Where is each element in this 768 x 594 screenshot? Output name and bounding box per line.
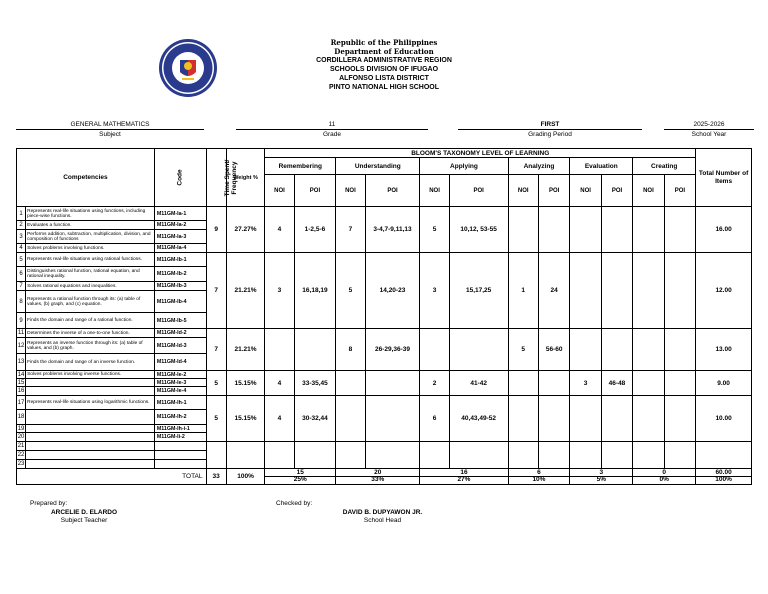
- row-number: 18: [17, 410, 26, 425]
- row-number: 22: [17, 452, 25, 458]
- row-number: 21: [17, 443, 25, 449]
- creating-poi: [664, 207, 696, 253]
- checked-by-block: [276, 500, 312, 508]
- total-evaluation-pct: 5%: [570, 476, 632, 483]
- competency-text: Represents real-life situations using functions, including piece-wise functions.: [26, 207, 155, 221]
- applying-poi: [449, 329, 508, 371]
- competency-text: Finds the domain and range of an inverse function.: [26, 354, 155, 371]
- prepared-by-label: Prepared by:: [30, 500, 68, 507]
- poi-header: POI: [365, 175, 420, 207]
- weight-header: Weight %: [226, 149, 265, 207]
- level-applying: Applying: [420, 158, 508, 175]
- evaluation-poi: [601, 207, 632, 253]
- evaluation-noi: 3: [570, 371, 601, 396]
- time-spent: 7: [206, 329, 226, 371]
- applying-noi: [420, 329, 449, 371]
- evaluation-poi: [601, 329, 632, 371]
- understanding-poi: [365, 396, 420, 442]
- time-spent-header: Time Spent/ Frequency: [206, 149, 226, 207]
- total-weight: 100%: [226, 469, 265, 485]
- weight: 27.27%: [226, 207, 265, 253]
- analyzing-noi: [508, 371, 538, 396]
- applying-noi: 3: [420, 253, 449, 329]
- remembering-poi: 30-32,44: [294, 396, 336, 442]
- level-analyzing: Analyzing: [508, 158, 570, 175]
- remembering-noi: 3: [265, 253, 294, 329]
- competency-text: Evaluates a function.: [26, 221, 155, 230]
- table-of-specifications: [16, 148, 752, 485]
- competencies-header: Competencies: [17, 149, 155, 207]
- competency-code: M11GM-Ib-1: [154, 253, 206, 267]
- remembering-poi: 16,18,19: [294, 253, 336, 329]
- poi-header: POI: [664, 175, 696, 207]
- creating-poi: [664, 329, 696, 371]
- competency-text: [26, 410, 155, 425]
- competency-text: Solves problems involving functions.: [26, 244, 155, 253]
- total-creating-noi: 0: [662, 469, 666, 476]
- row-number: 6: [17, 267, 26, 282]
- row-number: 5: [17, 253, 26, 267]
- total-items-sum: [696, 469, 752, 485]
- understanding-noi: 8: [336, 329, 365, 371]
- applying-poi: 40,43,49-52: [449, 396, 508, 442]
- creating-noi: [633, 207, 664, 253]
- analyzing-poi: [538, 207, 569, 253]
- analyzing-noi: 5: [508, 329, 538, 371]
- total-remembering: [265, 469, 336, 485]
- competency-text: [26, 451, 155, 460]
- analyzing-noi: [508, 396, 538, 442]
- prepared-by-name: ARCELIE D. ELARDO: [50, 509, 118, 516]
- analyzing-poi: 56-60: [538, 329, 569, 371]
- row-number: 17: [17, 396, 26, 410]
- level-remembering: Remembering: [265, 158, 336, 175]
- row-number: 12: [17, 338, 26, 354]
- row-number: 11: [17, 330, 25, 336]
- competency-text: Solves rational equations and inequalities.: [26, 282, 155, 291]
- competency-code: M11GM-Ih-1: [154, 396, 206, 410]
- total-applying-pct: 27%: [420, 476, 507, 483]
- grading-period-value: FIRST: [458, 120, 642, 130]
- deped-seal-logo: [158, 38, 218, 98]
- checked-by-label: Checked by:: [276, 500, 313, 507]
- prepared-by-block: [30, 500, 67, 508]
- competency-code: M11GM-Ib-4: [154, 291, 206, 313]
- total-creating-pct: 0%: [633, 476, 695, 483]
- header-division: SCHOOLS DIVISION OF IFUGAO: [329, 66, 439, 73]
- applying-noi: 2: [420, 371, 449, 396]
- competency-text: Finds the domain and range of a rational function.: [26, 313, 155, 329]
- letterhead: [250, 38, 518, 92]
- total-time: 33: [206, 469, 226, 485]
- creating-poi: [664, 396, 696, 442]
- row-number: 19: [17, 425, 25, 432]
- time-spent: 9: [206, 207, 226, 253]
- row-number: 4: [17, 244, 26, 253]
- competency-code: M11GM-Ia-3: [154, 230, 206, 244]
- evaluation-noi: [570, 207, 601, 253]
- creating-poi: [664, 253, 696, 329]
- header-district: ALFONSO LISTA DISTRICT: [339, 75, 429, 82]
- analyzing-poi: [538, 371, 569, 396]
- applying-poi: 41-42: [449, 371, 508, 396]
- remembering-poi: 33-35,45: [294, 371, 336, 396]
- competency-code: [154, 460, 206, 469]
- time-spent: 5: [206, 396, 226, 442]
- row-number: 9: [17, 313, 26, 329]
- competency-code: [154, 451, 206, 460]
- total-items-value: 60.00: [715, 469, 732, 476]
- time-spent: 7: [206, 253, 226, 329]
- table-row: [17, 329, 752, 338]
- header-region: CORDILLERA ADMINISTRATIVE REGION: [316, 57, 452, 64]
- evaluation-poi: [601, 253, 632, 329]
- checked-by-role: School Head: [363, 517, 402, 524]
- total-analyzing-pct: 10%: [509, 476, 570, 483]
- total-evaluation: [570, 469, 633, 485]
- total-applying: [420, 469, 508, 485]
- understanding-noi: 7: [336, 207, 365, 253]
- competency-text: Represents real-life situations using rational functions.: [26, 253, 155, 267]
- analyzing-noi: 1: [508, 253, 538, 329]
- row-number: 13: [17, 354, 26, 371]
- creating-poi: [664, 371, 696, 396]
- total-understanding: [336, 469, 420, 485]
- remembering-noi: 4: [265, 396, 294, 442]
- prepared-by-role: Subject Teacher: [60, 517, 108, 524]
- total-understanding-noi: 20: [374, 469, 382, 476]
- remembering-poi: [294, 329, 336, 371]
- grade-field: [236, 120, 428, 139]
- level-understanding: Understanding: [336, 158, 420, 175]
- row-number: 15: [17, 379, 25, 386]
- remembering-noi: 4: [265, 371, 294, 396]
- applying-noi: 6: [420, 396, 449, 442]
- competency-code: M11GM-Ib-2: [154, 267, 206, 282]
- understanding-poi: 3-4,7-9,11,13: [365, 207, 420, 253]
- competency-text: [26, 442, 155, 451]
- evaluation-noi: [570, 329, 601, 371]
- row-number: 16: [17, 388, 25, 394]
- total-remembering-pct: 25%: [265, 476, 335, 483]
- poi-header: POI: [538, 175, 569, 207]
- table-row: [17, 442, 752, 451]
- time-spent: 5: [206, 371, 226, 396]
- table-row: [17, 253, 752, 267]
- remembering-noi: 4: [265, 207, 294, 253]
- analyzing-poi: 24: [538, 253, 569, 329]
- competency-code: M11GM-Ie-2: [154, 371, 206, 379]
- competency-code: M11GM-Ii-2: [154, 433, 206, 442]
- total-items-pct: 100%: [696, 476, 751, 483]
- level-creating: Creating: [633, 158, 696, 175]
- applying-poi: 10,12, 53-55: [449, 207, 508, 253]
- noi-header: NOI: [336, 175, 365, 207]
- weight: 21.21%: [226, 329, 265, 371]
- total-creating: [633, 469, 696, 485]
- competency-text: Represents real-life situations using logarithmic functions.: [26, 396, 155, 410]
- noi-header: NOI: [265, 175, 294, 207]
- total-analyzing: [508, 469, 570, 485]
- competency-code: [154, 442, 206, 451]
- row-number: 20: [17, 434, 25, 440]
- noi-header: NOI: [508, 175, 538, 207]
- weight: 15.15%: [226, 396, 265, 442]
- poi-header: POI: [449, 175, 508, 207]
- creating-noi: [633, 253, 664, 329]
- competency-code: M11GM-Ie-4: [154, 387, 206, 396]
- total-items: 16.00: [696, 207, 752, 253]
- understanding-noi: [336, 371, 365, 396]
- school-year-field: [664, 120, 754, 139]
- competency-code: M11GM-Ib-3: [154, 282, 206, 291]
- competency-text: [26, 433, 155, 442]
- table-row: [17, 371, 752, 379]
- checked-by-name: DAVID B. DUPYAWON JR.: [342, 509, 423, 516]
- totals-row: [17, 469, 752, 485]
- competency-code: M11GM-Ia-1: [154, 207, 206, 221]
- subject-label: Subject: [99, 131, 121, 138]
- table-row: [17, 207, 752, 221]
- header-republic: Republic of the Philippines: [330, 38, 438, 47]
- total-items: 9.00: [696, 371, 752, 396]
- evaluation-poi: [601, 396, 632, 442]
- total-understanding-pct: 33%: [336, 476, 419, 483]
- competency-code: M11GM-Ih-2: [154, 410, 206, 425]
- understanding-noi: [336, 396, 365, 442]
- total-evaluation-noi: 3: [599, 469, 604, 476]
- evaluation-poi: 46-48: [601, 371, 632, 396]
- total-items: 12.00: [696, 253, 752, 329]
- competency-code: M11GM-Ie-3: [154, 379, 206, 387]
- total-analyzing-noi: 6: [537, 469, 541, 476]
- competency-text: [26, 425, 155, 433]
- total-label: TOTAL: [17, 469, 207, 485]
- total-items: 13.00: [696, 329, 752, 371]
- school-year-value: 2025-2026: [664, 120, 754, 130]
- analyzing-noi: [508, 207, 538, 253]
- competency-text: Solves problems involving inverse functions.: [26, 371, 155, 379]
- competency-text: [26, 460, 155, 469]
- understanding-poi: 26-29,36-39: [365, 329, 420, 371]
- understanding-poi: 14,20-23: [365, 253, 420, 329]
- competency-text: Represents a rational function through its: (a) table of values, (b) graph, and (c) equation.: [26, 291, 155, 313]
- creating-noi: [633, 371, 664, 396]
- total-applying-noi: 16: [460, 469, 468, 476]
- competency-text: Determines the inverse of a one-to-one function.: [26, 329, 155, 338]
- row-number: 23: [17, 461, 25, 467]
- weight: 15.15%: [226, 371, 265, 396]
- competency-text: [26, 379, 155, 387]
- weight: 21.21%: [226, 253, 265, 329]
- grade-label: Grade: [322, 131, 342, 138]
- understanding-noi: 5: [336, 253, 365, 329]
- header-school: PINTO NATIONAL HIGH SCHOOL: [328, 84, 440, 91]
- remembering-poi: 1-2,5-6: [294, 207, 336, 253]
- table-row: [17, 396, 752, 410]
- competency-text: [26, 387, 155, 396]
- checked-by-signature: [325, 509, 440, 525]
- competency-code: M11GM-Ia-2: [154, 221, 206, 230]
- competency-code: M11GM-Id-4: [154, 354, 206, 371]
- subject-field: [16, 120, 204, 139]
- competency-text: Performs addition, subtraction, multiplication, division, and composition of functions: [26, 230, 155, 244]
- competency-code: M11GM-Ia-4: [154, 244, 206, 253]
- bloom-title: BLOOM'S TAXONOMY LEVEL OF LEARNING: [265, 149, 696, 158]
- noi-header: NOI: [570, 175, 601, 207]
- subject-value: GENERAL MATHEMATICS: [16, 120, 204, 130]
- applying-noi: 5: [420, 207, 449, 253]
- row-number: 7: [17, 282, 26, 291]
- header-department: Department of Education: [334, 47, 434, 56]
- row-number: 1: [17, 207, 26, 221]
- competency-code: M11GM-Ib-5: [154, 313, 206, 329]
- code-header: Code: [154, 149, 206, 207]
- analyzing-poi: [538, 396, 569, 442]
- level-evaluation: Evaluation: [570, 158, 633, 175]
- noi-header: NOI: [420, 175, 449, 207]
- competency-text: Represents an inverse function through its: (a) table of values, and (b) graph.: [26, 338, 155, 354]
- row-number: 2: [17, 221, 26, 230]
- school-year-label: School Year: [691, 131, 727, 138]
- noi-header: NOI: [633, 175, 664, 207]
- remembering-noi: [265, 329, 294, 371]
- row-number: 3: [17, 230, 26, 244]
- grade-value: 11: [236, 120, 428, 130]
- row-number: 14: [17, 371, 25, 378]
- evaluation-noi: [570, 253, 601, 329]
- competency-code: M11GM-Ih-i-1: [154, 425, 206, 433]
- competency-code: M11GM-Id-2: [154, 329, 206, 338]
- total-items-header: Total Number of Items: [696, 149, 752, 207]
- grading-period-field: [458, 120, 642, 139]
- total-remembering-noi: 15: [296, 469, 304, 476]
- evaluation-noi: [570, 396, 601, 442]
- poi-header: POI: [601, 175, 632, 207]
- competency-text: Distinguishes rational function, rational equation, and rational inequality.: [26, 267, 155, 282]
- understanding-poi: [365, 371, 420, 396]
- total-items: 10.00: [696, 396, 752, 442]
- creating-noi: [633, 396, 664, 442]
- poi-header: POI: [294, 175, 336, 207]
- competency-code: M11GM-Id-3: [154, 338, 206, 354]
- applying-poi: 15,17,25: [449, 253, 508, 329]
- grading-period-label: Grading Period: [528, 131, 572, 138]
- prepared-by-signature: [30, 509, 138, 525]
- creating-noi: [633, 329, 664, 371]
- row-number: 8: [17, 291, 26, 313]
